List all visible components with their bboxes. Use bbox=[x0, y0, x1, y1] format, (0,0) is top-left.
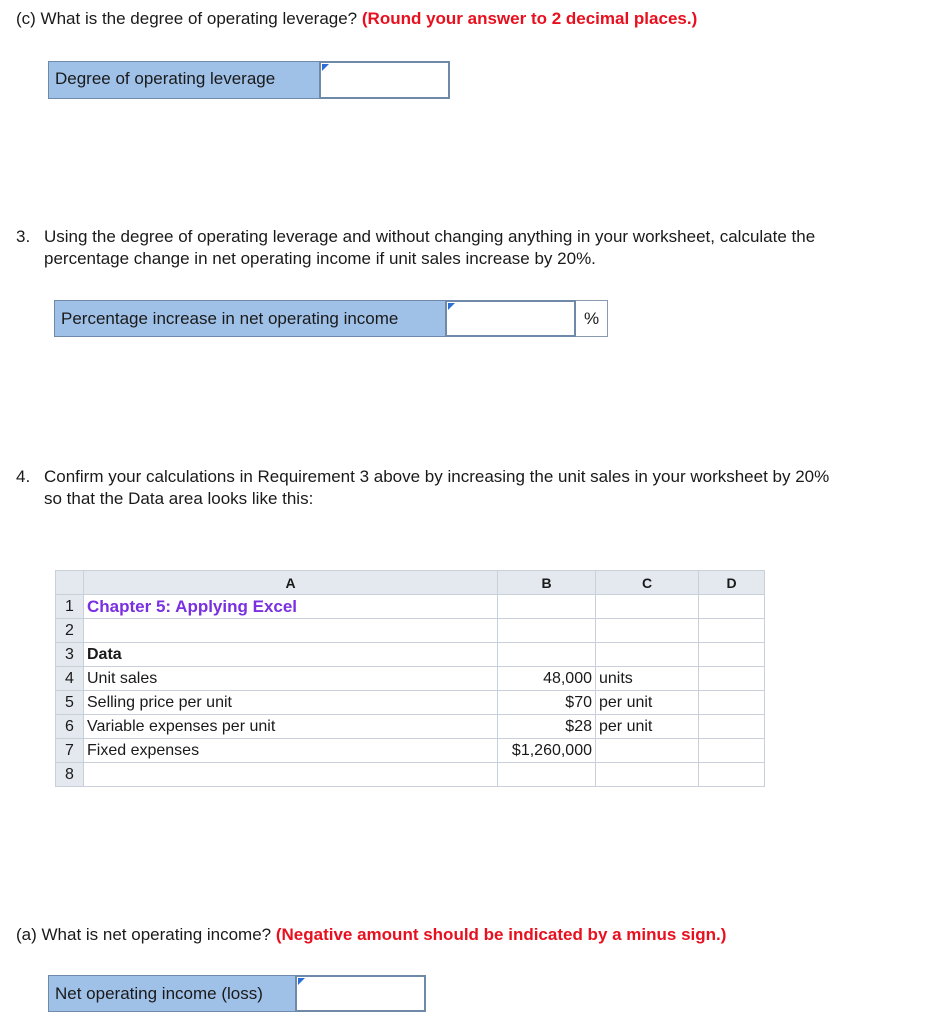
noi-input-row bbox=[48, 975, 426, 1012]
cell-a8 bbox=[84, 763, 498, 787]
noi-label: Net operating income (loss) bbox=[48, 975, 296, 1012]
col-header-c: C bbox=[596, 571, 699, 595]
table-row bbox=[56, 739, 765, 763]
cell-b8 bbox=[498, 763, 596, 787]
rounding-instruction: (Round your answer to 2 decimal places.) bbox=[361, 9, 698, 28]
col-header-b: B bbox=[498, 571, 596, 595]
req4-line1: Confirm your calculations in Requirement 3 above by increasing the unit sales in your worksheet by 20% bbox=[44, 467, 830, 486]
pct-input-field[interactable] bbox=[447, 302, 574, 335]
question-c: (c) What is the degree of operating leverage? (Round your answer to 2 decimal places.) bbox=[16, 9, 698, 28]
question-a: (a) What is net operating income? (Negative amount should be indicated by a minus sign.) bbox=[16, 925, 727, 944]
row-number: 7 bbox=[56, 739, 84, 763]
col-header-a: A bbox=[84, 571, 498, 595]
cell-c4: units bbox=[596, 667, 699, 691]
table-row bbox=[56, 715, 765, 739]
dol-label: Degree of operating leverage bbox=[48, 61, 320, 99]
req3-line2: percentage change in net operating income if unit sales increase by 20%. bbox=[44, 249, 596, 268]
pct-label: Percentage increase in net operating income bbox=[54, 300, 446, 337]
corner-cell bbox=[56, 571, 84, 595]
col-header-d: D bbox=[699, 571, 765, 595]
noi-input-field[interactable] bbox=[297, 977, 424, 1010]
cell-d8 bbox=[699, 763, 765, 787]
cell-d1 bbox=[699, 595, 765, 619]
cell-a2 bbox=[84, 619, 498, 643]
row-number: 8 bbox=[56, 763, 84, 787]
row-number: 3 bbox=[56, 643, 84, 667]
cell-b3 bbox=[498, 643, 596, 667]
cell-d7 bbox=[699, 739, 765, 763]
table-row bbox=[56, 643, 765, 667]
cell-c3 bbox=[596, 643, 699, 667]
pct-input-row bbox=[54, 300, 608, 337]
row-number: 6 bbox=[56, 715, 84, 739]
excel-data-table bbox=[55, 570, 765, 787]
cell-c7 bbox=[596, 739, 699, 763]
sheet-title-cell: Chapter 5: Applying Excel bbox=[84, 595, 498, 619]
cell-d5 bbox=[699, 691, 765, 715]
pct-input[interactable] bbox=[446, 300, 576, 337]
req3-line1: Using the degree of operating leverage and without changing anything in your worksheet, calculate the bbox=[44, 227, 816, 246]
cell-a7: Fixed expenses bbox=[84, 739, 498, 763]
cell-c6: per unit bbox=[596, 715, 699, 739]
cell-d2 bbox=[699, 619, 765, 643]
cell-d4 bbox=[699, 667, 765, 691]
row-number: 5 bbox=[56, 691, 84, 715]
cell-a5: Selling price per unit bbox=[84, 691, 498, 715]
cell-b2 bbox=[498, 619, 596, 643]
table-row bbox=[56, 691, 765, 715]
table-row bbox=[56, 595, 765, 619]
dol-input-field[interactable] bbox=[321, 63, 448, 97]
cell-b6: $28 bbox=[498, 715, 596, 739]
dol-input-row bbox=[48, 61, 450, 99]
req4-number: 4. bbox=[16, 467, 31, 486]
noi-input[interactable] bbox=[296, 975, 426, 1012]
cell-c8 bbox=[596, 763, 699, 787]
cell-b5: $70 bbox=[498, 691, 596, 715]
cell-c2 bbox=[596, 619, 699, 643]
req4-line2: so that the Data area looks like this: bbox=[44, 489, 314, 508]
row-number: 2 bbox=[56, 619, 84, 643]
cell-b4: 48,000 bbox=[498, 667, 596, 691]
sign-instruction: (Negative amount should be indicated by a minus sign.) bbox=[275, 925, 727, 944]
cell-c5: per unit bbox=[596, 691, 699, 715]
data-heading-cell: Data bbox=[84, 643, 498, 667]
cell-b7: $1,260,000 bbox=[498, 739, 596, 763]
table-row bbox=[56, 763, 765, 787]
table-row bbox=[56, 619, 765, 643]
column-header-row bbox=[56, 571, 765, 595]
percent-unit: % bbox=[576, 300, 608, 337]
table-row bbox=[56, 667, 765, 691]
cell-d6 bbox=[699, 715, 765, 739]
cell-c1 bbox=[596, 595, 699, 619]
cell-a4: Unit sales bbox=[84, 667, 498, 691]
cell-a6: Variable expenses per unit bbox=[84, 715, 498, 739]
row-number: 1 bbox=[56, 595, 84, 619]
dol-input[interactable] bbox=[320, 61, 450, 99]
row-number: 4 bbox=[56, 667, 84, 691]
cell-b1 bbox=[498, 595, 596, 619]
req3-number: 3. bbox=[16, 227, 31, 246]
cell-d3 bbox=[699, 643, 765, 667]
